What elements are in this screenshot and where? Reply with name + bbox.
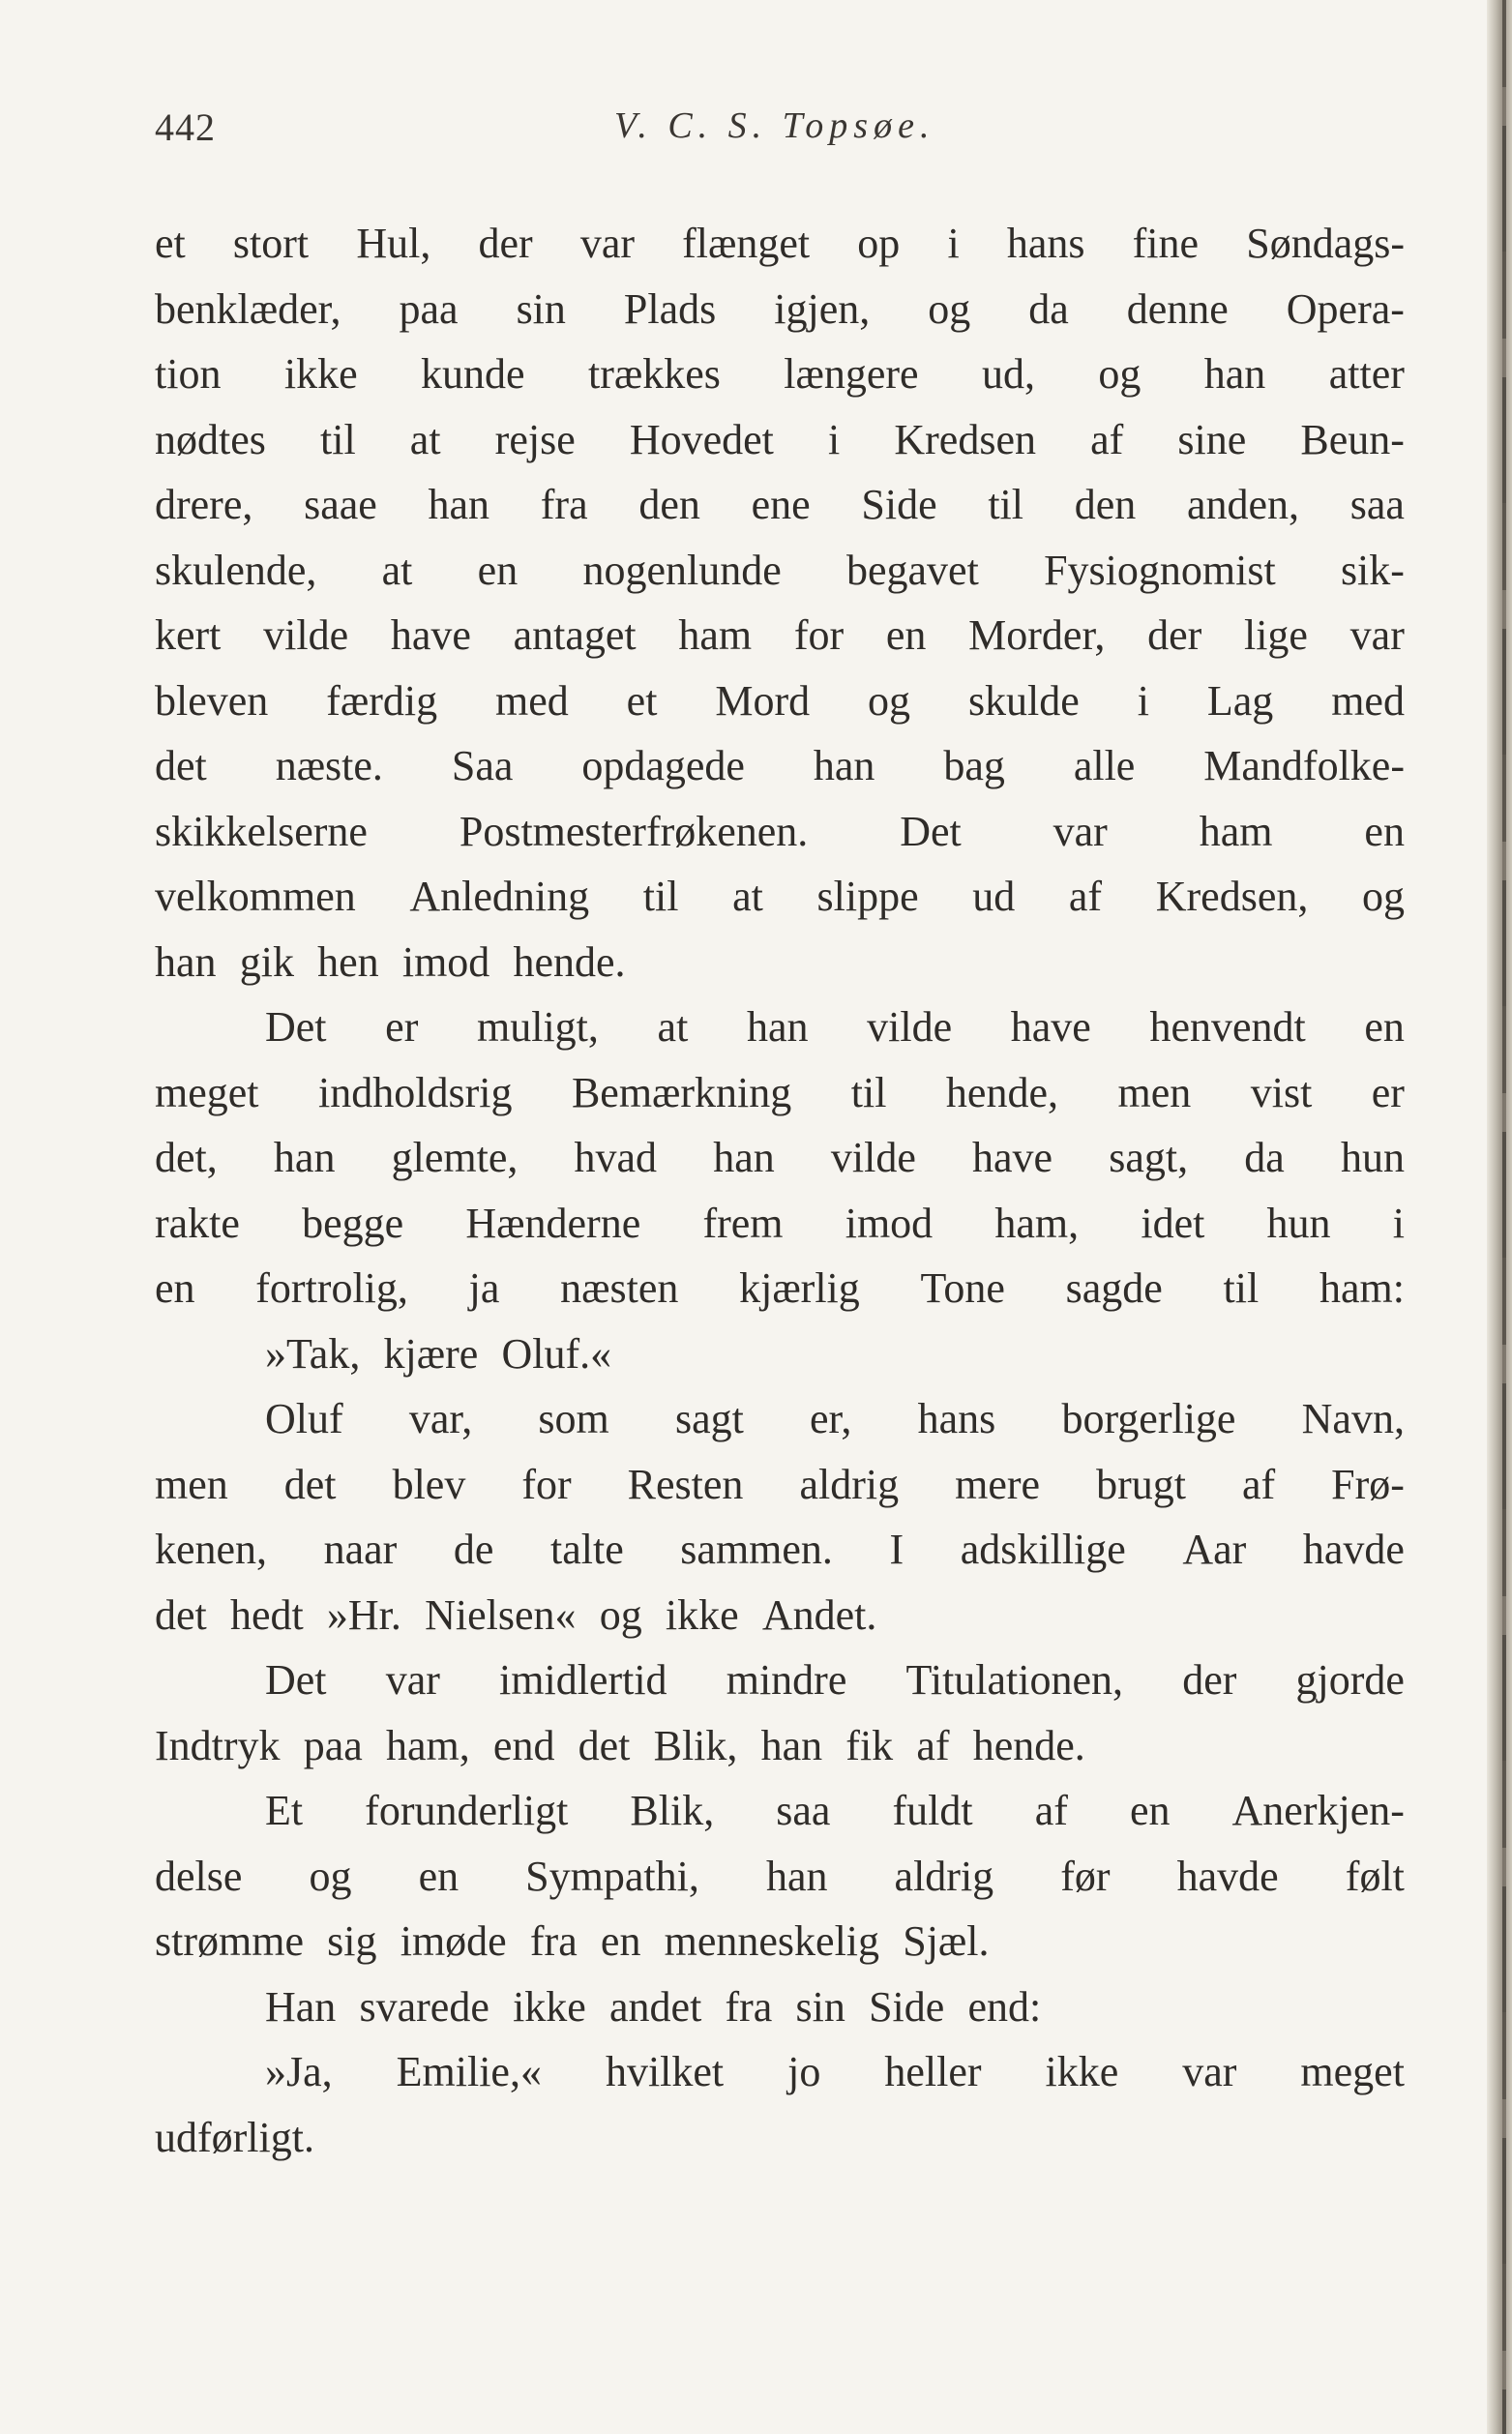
word: en xyxy=(600,1917,641,1965)
text-line xyxy=(155,1125,1405,1191)
text-line xyxy=(155,1191,1405,1257)
word: hun xyxy=(1340,1134,1405,1181)
word: jo xyxy=(787,2048,821,2095)
word: fra xyxy=(540,481,588,528)
word: Han xyxy=(265,1982,337,2031)
word: Indtryk xyxy=(155,1721,281,1769)
word: ham xyxy=(678,611,753,659)
word: opdagede xyxy=(581,742,745,789)
word: der xyxy=(1182,1656,1237,1704)
word: der xyxy=(478,220,533,267)
word: i xyxy=(1137,676,1149,725)
text-line xyxy=(155,1778,1405,1844)
word: ham, xyxy=(994,1199,1080,1247)
word: men xyxy=(155,1460,228,1508)
text-line xyxy=(155,733,1405,799)
word: det xyxy=(155,1590,207,1639)
word: følt xyxy=(1345,1852,1405,1900)
word: og xyxy=(928,284,971,333)
word: Kredsen, xyxy=(1155,873,1309,920)
word: af xyxy=(1034,1787,1068,1834)
text-line xyxy=(155,2105,1405,2171)
word: Andet. xyxy=(761,1590,877,1639)
word: han xyxy=(746,1003,809,1051)
word: heller xyxy=(884,2048,982,2095)
word: var xyxy=(1349,611,1405,659)
word: at xyxy=(657,1003,689,1051)
word: gik xyxy=(239,937,294,986)
word: Sympathi, xyxy=(525,1852,699,1900)
word: bag xyxy=(943,742,1005,789)
word: Hænderne xyxy=(465,1199,641,1247)
text-line xyxy=(155,211,1405,277)
word: skulende, xyxy=(155,546,317,594)
word: det xyxy=(578,1721,631,1769)
word: mindre xyxy=(726,1656,847,1704)
text-line xyxy=(155,1713,1405,1779)
word: ene xyxy=(751,481,811,528)
word: ja xyxy=(468,1264,500,1312)
word: Navn, xyxy=(1301,1395,1405,1442)
word: af xyxy=(1090,415,1124,463)
word: hen xyxy=(317,937,379,986)
word: aldrig xyxy=(894,1852,994,1900)
word: Hul, xyxy=(356,220,431,267)
word: en xyxy=(1364,807,1405,855)
word: indholdsrig xyxy=(318,1068,513,1116)
word: imod xyxy=(401,937,490,986)
word: sig xyxy=(327,1917,377,1965)
word: til xyxy=(988,481,1024,528)
word: ham: xyxy=(1319,1264,1405,1312)
word: slippe xyxy=(816,873,919,920)
text-line xyxy=(155,994,1405,1060)
word: fra xyxy=(725,1982,773,2031)
word: Oluf xyxy=(265,1395,343,1442)
word: Fysiognomist xyxy=(1044,546,1276,594)
word: Postmesterfrøkenen. xyxy=(459,807,809,855)
word: rejse xyxy=(494,415,576,463)
word: et xyxy=(626,676,658,725)
word: have xyxy=(390,611,471,659)
word: han xyxy=(155,937,217,986)
text-line xyxy=(155,2039,1405,2105)
word: et xyxy=(155,220,186,267)
word: længere xyxy=(784,350,919,398)
word: ud xyxy=(972,873,1016,920)
word: hedt xyxy=(229,1590,304,1639)
word: fortrolig, xyxy=(255,1264,408,1312)
word: er, xyxy=(810,1395,852,1442)
word: imidlertid xyxy=(499,1656,667,1704)
word: atter xyxy=(1328,350,1405,398)
word: hans xyxy=(917,1395,996,1442)
word: at xyxy=(409,415,441,463)
word: sin xyxy=(516,284,566,333)
word: da xyxy=(1028,284,1069,333)
word: hans xyxy=(1006,220,1085,267)
text-line xyxy=(155,1256,1405,1321)
word: og xyxy=(1098,350,1141,398)
running-title: V. C. S. Topsøe. xyxy=(614,105,935,146)
word: de xyxy=(453,1526,494,1573)
text-line xyxy=(155,538,1405,604)
word: paa xyxy=(303,1721,363,1769)
word: mere xyxy=(955,1460,1041,1508)
page-number: 442 xyxy=(155,105,216,149)
word: men xyxy=(1117,1068,1192,1116)
word: til xyxy=(642,873,679,920)
word: saa xyxy=(1349,481,1405,528)
word: ikke xyxy=(283,350,358,398)
word: næste. xyxy=(275,742,383,789)
word: det xyxy=(283,1460,337,1508)
word: som xyxy=(538,1395,609,1442)
word: en xyxy=(155,1264,195,1312)
word: Tone xyxy=(920,1264,1005,1312)
word: menneskelig xyxy=(664,1917,880,1965)
word: Oluf.« xyxy=(501,1329,612,1378)
word: havde xyxy=(1302,1526,1405,1573)
word: fik xyxy=(845,1721,894,1769)
word: vilde xyxy=(263,611,349,659)
word: meget xyxy=(155,1068,259,1116)
text-line xyxy=(155,1844,1405,1910)
word: op xyxy=(857,220,901,267)
word: Blik, xyxy=(653,1721,738,1769)
word: han xyxy=(813,742,875,789)
word: hende, xyxy=(945,1068,1058,1116)
word: det xyxy=(155,742,207,789)
word: kjærlig xyxy=(739,1264,860,1312)
word: han xyxy=(428,481,490,528)
word: Beun- xyxy=(1300,415,1405,463)
word: Aar xyxy=(1182,1526,1247,1573)
text-line xyxy=(155,1060,1405,1126)
word: Morder, xyxy=(968,611,1106,659)
word: strømme xyxy=(155,1917,304,1965)
word: ikke xyxy=(665,1590,739,1639)
word: havde xyxy=(1176,1852,1279,1900)
word: der xyxy=(1147,611,1202,659)
word: ud, xyxy=(981,350,1035,398)
word: Det xyxy=(900,807,962,855)
word: i xyxy=(1392,1199,1405,1247)
word: er xyxy=(385,1003,419,1051)
word: fine xyxy=(1132,220,1200,267)
word: var xyxy=(1182,2048,1237,2095)
text-line xyxy=(155,1321,1405,1387)
word: sagt, xyxy=(1109,1134,1189,1181)
word: til xyxy=(1223,1264,1260,1312)
word: kjære xyxy=(383,1329,479,1378)
word: antaget xyxy=(513,611,637,659)
word: sik- xyxy=(1340,546,1405,594)
word: Side xyxy=(861,481,937,528)
word: flænget xyxy=(682,220,811,267)
word: nogenlunde xyxy=(582,546,782,594)
word: saa xyxy=(776,1787,831,1834)
word: før xyxy=(1060,1852,1111,1900)
word: og xyxy=(1361,873,1405,920)
word: tion xyxy=(155,350,222,398)
page-binding-edge xyxy=(1502,0,1506,2434)
word: vist xyxy=(1250,1068,1313,1116)
word: imod xyxy=(845,1199,934,1247)
word: Nielsen« xyxy=(425,1590,577,1639)
word: Blik, xyxy=(630,1787,715,1834)
word: naar xyxy=(323,1526,398,1573)
word: henvendt xyxy=(1149,1003,1306,1051)
word: var xyxy=(1052,807,1108,855)
word: til xyxy=(320,415,356,463)
word: udførligt. xyxy=(155,2113,314,2161)
word: at xyxy=(381,546,413,594)
word: han xyxy=(765,1852,828,1900)
body-text xyxy=(155,211,1405,2170)
text-line xyxy=(155,799,1405,865)
word: for xyxy=(521,1460,572,1508)
running-head xyxy=(155,104,1412,149)
word: rakte xyxy=(155,1199,240,1247)
word: Anledning xyxy=(409,873,590,920)
word: Søndags- xyxy=(1246,220,1405,267)
word: Emilie,« xyxy=(396,2048,542,2095)
word: Det xyxy=(265,1656,327,1704)
word: saae xyxy=(304,481,377,528)
word: hun xyxy=(1266,1199,1331,1247)
word: for xyxy=(793,611,845,659)
word: velkommen xyxy=(155,873,356,920)
word: muligt, xyxy=(477,1003,599,1051)
text-line xyxy=(155,1974,1405,2040)
word: den xyxy=(1074,481,1137,528)
text-line xyxy=(155,603,1405,668)
word: ham xyxy=(1199,807,1273,855)
word: lige xyxy=(1243,611,1308,659)
word: Resten xyxy=(627,1460,744,1508)
word: vilde xyxy=(830,1134,916,1181)
word: sammen. xyxy=(680,1526,833,1573)
word: var xyxy=(385,1656,440,1704)
word: sine xyxy=(1177,415,1247,463)
word: end: xyxy=(967,1982,1042,2031)
word: sin xyxy=(795,1982,845,2031)
word: gjorde xyxy=(1295,1656,1405,1704)
text-line xyxy=(155,1386,1405,1452)
word: stort xyxy=(232,220,310,267)
word: have xyxy=(1010,1003,1091,1051)
word: Titulationen, xyxy=(905,1656,1124,1704)
word: Kredsen xyxy=(894,415,1036,463)
word: Opera- xyxy=(1286,284,1405,333)
word: og xyxy=(309,1852,352,1900)
word: en xyxy=(418,1852,460,1900)
word: Et xyxy=(265,1787,304,1834)
word: og xyxy=(868,676,911,725)
word: andet xyxy=(609,1982,702,2031)
word: trækkes xyxy=(587,350,721,398)
word: aldrig xyxy=(799,1460,900,1508)
word: sagde xyxy=(1065,1264,1163,1312)
word: af xyxy=(1068,873,1103,920)
word: denne xyxy=(1126,284,1229,333)
word: »Hr. xyxy=(326,1590,401,1639)
word: hvad xyxy=(574,1134,658,1181)
word: nødtes xyxy=(155,415,266,463)
word: i xyxy=(828,415,841,463)
text-line xyxy=(155,668,1405,734)
word: var, xyxy=(408,1395,473,1442)
word: imøde xyxy=(400,1917,507,1965)
word: en xyxy=(1129,1787,1171,1834)
text-line xyxy=(155,930,1405,995)
page-edge-shadow xyxy=(1487,0,1512,2434)
word: anden, xyxy=(1186,481,1300,528)
word: Hovedet xyxy=(629,415,774,463)
word: begge xyxy=(302,1199,404,1247)
word: var xyxy=(579,220,635,267)
text-line xyxy=(155,1583,1405,1648)
text-line xyxy=(155,472,1405,538)
word: det, xyxy=(155,1134,218,1181)
word: af xyxy=(1241,1460,1276,1508)
word: med xyxy=(1331,676,1405,725)
word: igjen, xyxy=(774,284,871,333)
word: Det xyxy=(265,1003,327,1051)
word: glemte, xyxy=(391,1134,519,1181)
word: han xyxy=(713,1134,775,1181)
word: drere, xyxy=(155,481,253,528)
text-line xyxy=(155,407,1405,473)
word: sagt xyxy=(674,1395,744,1442)
word: Lag xyxy=(1206,676,1274,725)
word: kunde xyxy=(421,350,525,398)
word: borgerlige xyxy=(1061,1395,1236,1442)
word: end xyxy=(492,1721,555,1769)
word: fuldt xyxy=(892,1787,973,1834)
word: Mandfolke- xyxy=(1203,742,1405,789)
word: bleven xyxy=(155,676,269,725)
word: en xyxy=(477,546,519,594)
word: ikke xyxy=(1045,2048,1119,2095)
word: delse xyxy=(155,1852,243,1900)
word: skulde xyxy=(967,676,1080,725)
word: »Ja, xyxy=(265,2048,333,2095)
word: hende. xyxy=(972,1721,1085,1769)
word: paa xyxy=(399,284,459,333)
text-line xyxy=(155,1517,1405,1583)
word: af xyxy=(916,1721,950,1769)
word: vilde xyxy=(867,1003,953,1051)
word: Side xyxy=(869,1982,945,2031)
word: den xyxy=(638,481,700,528)
word: Plads xyxy=(623,284,717,333)
word: frem xyxy=(702,1199,784,1247)
word: med xyxy=(495,676,569,725)
word: blev xyxy=(392,1460,466,1508)
word: i xyxy=(947,220,960,267)
word: han xyxy=(1203,350,1266,398)
word: en xyxy=(885,611,927,659)
text-line xyxy=(155,277,1405,342)
word: ikke xyxy=(513,1982,586,2031)
word: han xyxy=(760,1721,823,1769)
word: begavet xyxy=(846,546,979,594)
word: Bemærkning xyxy=(571,1068,792,1116)
word: næsten xyxy=(560,1264,679,1312)
word: I xyxy=(889,1526,904,1573)
word: »Tak, xyxy=(265,1329,361,1378)
word: hvilket xyxy=(605,2048,725,2095)
word: talte xyxy=(550,1526,624,1573)
word: og xyxy=(599,1590,642,1639)
text-line xyxy=(155,1909,1405,1974)
word: svarede xyxy=(359,1982,489,2031)
word: kert xyxy=(155,611,222,659)
word: Saa xyxy=(451,742,514,789)
word: forunderligt xyxy=(365,1787,569,1834)
word: brugt xyxy=(1096,1460,1186,1508)
word: skikkelserne xyxy=(155,807,368,855)
word: at xyxy=(732,873,763,920)
word: fra xyxy=(529,1917,578,1965)
word: alle xyxy=(1073,742,1136,789)
word: Sjæl. xyxy=(903,1917,990,1965)
word: han xyxy=(273,1134,336,1181)
text-line xyxy=(155,341,1405,407)
word: ham, xyxy=(385,1721,470,1769)
word: færdig xyxy=(326,676,438,725)
word: benklæder, xyxy=(155,284,341,333)
word: meget xyxy=(1300,2048,1405,2095)
word: en xyxy=(1364,1003,1405,1051)
word: have xyxy=(972,1134,1053,1181)
word: da xyxy=(1244,1134,1285,1181)
word: idet xyxy=(1141,1199,1205,1247)
word: kenen, xyxy=(155,1526,268,1573)
word: til xyxy=(850,1068,887,1116)
text-line xyxy=(155,864,1405,930)
text-line xyxy=(155,1452,1405,1518)
word: hende. xyxy=(513,937,626,986)
word: er xyxy=(1371,1068,1405,1116)
word: Mord xyxy=(715,676,811,725)
text-line xyxy=(155,1647,1405,1713)
word: Frø- xyxy=(1331,1460,1405,1508)
word: Anerkjen- xyxy=(1231,1787,1405,1834)
word: adskillige xyxy=(960,1526,1126,1573)
